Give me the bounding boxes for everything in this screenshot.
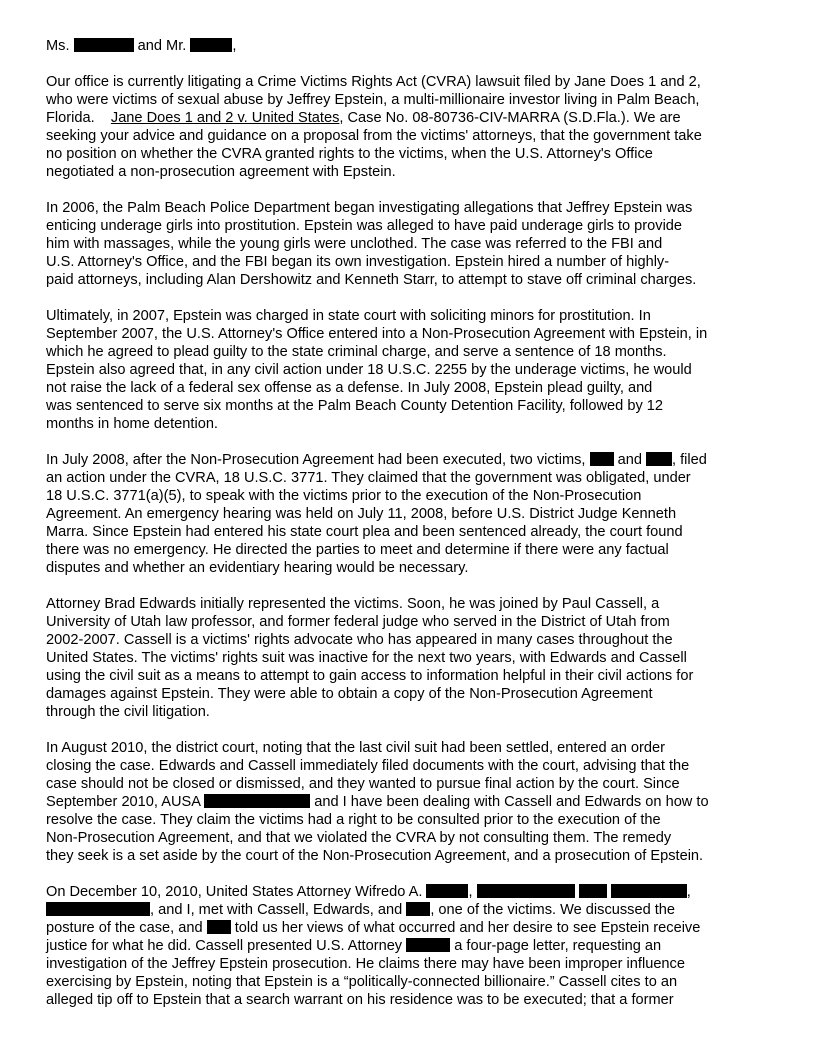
text-line: negotiated a non-prosecution agreement with Epstein. [46,164,396,180]
text-line: Marra. Since Epstein had entered his state court plea and been sentenced already, the court found [46,524,683,540]
text-line: seeking your advice and guidance on a proposal from the victims' attorneys, that the government take [46,128,702,144]
text-line: alleged tip off to Epstein that a search warrant on his residence was to be executed; that a former [46,992,674,1008]
text-line: an action under the CVRA, 18 U.S.C. 3771. They claimed that the government was obligated, under [46,470,691,486]
text-line: damages against Epstein. They were able to obtain a copy of the Non-Prosecution Agreement [46,686,653,702]
text-line: there was no emergency. He directed the parties to meet and determine if there were any factual [46,542,669,558]
text-line: In 2006, the Palm Beach Police Department began investigating allegations that Jeffrey Epstein was [46,200,693,216]
salutation: Ms. and Mr. , [46,38,237,54]
text-line: In July 2008, after the Non-Prosecution Agreement had been executed, two victims, and , filed [46,452,707,468]
text-line: which he agreed to plead guilty to the state criminal charge, and serve a sentence of 18 months. [46,344,667,360]
text-line: Attorney Brad Edwards initially represented the victims. Soon, he was joined by Paul Cassell, a [46,596,660,612]
paragraph-3 [46,307,776,433]
text-line: posture of the case, and told us her views of what occurred and her desire to see Epstein receive [46,920,701,936]
paragraph-5 [46,595,776,721]
redaction [590,452,614,466]
redaction [611,884,687,898]
redaction [204,794,310,808]
text-line: U.S. Attorney's Office, and the FBI began its own investigation. Epstein hired a number of highly- [46,254,670,270]
redaction [207,920,231,934]
text-line: who were victims of sexual abuse by Jeffrey Epstein, a multi-millionaire investor living in Palm Beach, [46,92,700,108]
text-line: not raise the lack of a federal sex offense as a defense. In July 2008, Epstein plead guilty, and [46,380,653,396]
text-line: through the civil litigation. [46,704,210,720]
paragraph-1 [46,73,776,181]
text-line: On December 10, 2010, United States Attorney Wifredo A. , , [46,884,691,900]
text-line: , and I, met with Cassell, Edwards, and , one of the victims. We discussed the [46,901,776,919]
text-line: resolve the case. They claim the victims had a right to be consulted prior to the execution of the [46,812,661,828]
text-line: him with massages, while the young girls were unclothed. The case was referred to the FBI and [46,236,663,252]
text-line: Epstein also agreed that, in any civil action under 18 U.S.C. 2255 by the underage victims, he would [46,362,692,378]
text-line: University of Utah law professor, and former federal judge who served in the District of Utah from [46,614,670,630]
redaction [477,884,575,898]
text-line: Agreement. An emergency hearing was held on July 11, 2008, before U.S. District Judge Kenneth [46,506,677,522]
text-line: Our office is currently litigating a Crime Victims Rights Act (CVRA) lawsuit filed by Jane Does 1 and 2, [46,74,701,90]
redaction [190,38,232,52]
text-line: 18 U.S.C. 3771(a)(5), to speak with the victims prior to the execution of the Non-Prosecution [46,488,642,504]
text-line: disputes and whether an evidentiary hearing would be necessary. [46,560,469,576]
text-line: closing the case. Edwards and Cassell immediately filed documents with the court, advising that the [46,758,690,774]
paragraph-7 [46,883,776,1009]
text-line: Ultimately, in 2007, Epstein was charged in state court with soliciting minors for prostitution. In [46,308,651,324]
text-line: September 2010, AUSA and I have been dealing with Cassell and Edwards on how to [46,794,709,810]
text-line: 2002-2007. Cassell is a victims' rights advocate who has appeared in many cases throughout the [46,632,673,648]
text-line: case should not be closed or dismissed, and they wanted to pursue final action by the court. Since [46,776,680,792]
text-line: justice for what he did. Cassell presented U.S. Attorney a four-page letter, requesting an [46,938,662,954]
redaction [646,452,672,466]
redaction [579,884,607,898]
redaction [406,938,450,952]
redaction [406,902,430,916]
paragraph-6 [46,739,776,865]
text-line: United States. The victims' rights suit was inactive for the next two years, with Edwards and Cassell [46,650,687,666]
text-line: Florida. Jane Does 1 and 2 v. United States, Case No. 08-80736-CIV-MARRA (S.D.Fla.). We are [46,110,681,126]
text-line: September 2007, the U.S. Attorney's Office entered into a Non-Prosecution Agreement with Epstein, in [46,326,708,342]
text-line: paid attorneys, including Alan Dershowitz and Kenneth Starr, to attempt to stave off criminal charges. [46,272,697,288]
paragraph-2 [46,199,776,289]
text-line: investigation of the Jeffrey Epstein prosecution. He claims there may have been improper influence [46,956,685,972]
text-line: they seek is a set aside by the court of the Non-Prosecution Agreement, and a prosecution of Epstein. [46,848,704,864]
text-line: enticing underage girls into prostitution. Epstein was alleged to have paid underage girls to provide [46,218,683,234]
paragraph-4 [46,451,776,577]
letter-page [46,37,776,1027]
redaction [426,884,468,898]
salutation-ms: Ms. [46,38,70,54]
text-line: was sentenced to serve six months at the Palm Beach County Detention Facility, followed by 12 [46,398,664,414]
redaction [74,38,134,52]
case-name: Jane Does 1 and 2 v. United States [110,110,340,126]
text-line: Non-Prosecution Agreement, and that we violated the CVRA by not consulting them. The remedy [46,830,672,846]
text-line: no position on whether the CVRA granted rights to the victims, when the U.S. Attorney's Office [46,146,653,162]
redaction [46,902,150,916]
text-line: exercising by Epstein, noting that Epstein is a “politically-connected billionaire.” Cassell cites to an [46,974,678,990]
salutation-mr: and Mr. [137,38,187,54]
text-line: using the civil suit as a means to attempt to gain access to information helpful in their civil actions for [46,668,694,684]
text-line: In August 2010, the district court, noting that the last civil suit had been settled, entered an order [46,740,665,756]
text-line: months in home detention. [46,416,218,432]
